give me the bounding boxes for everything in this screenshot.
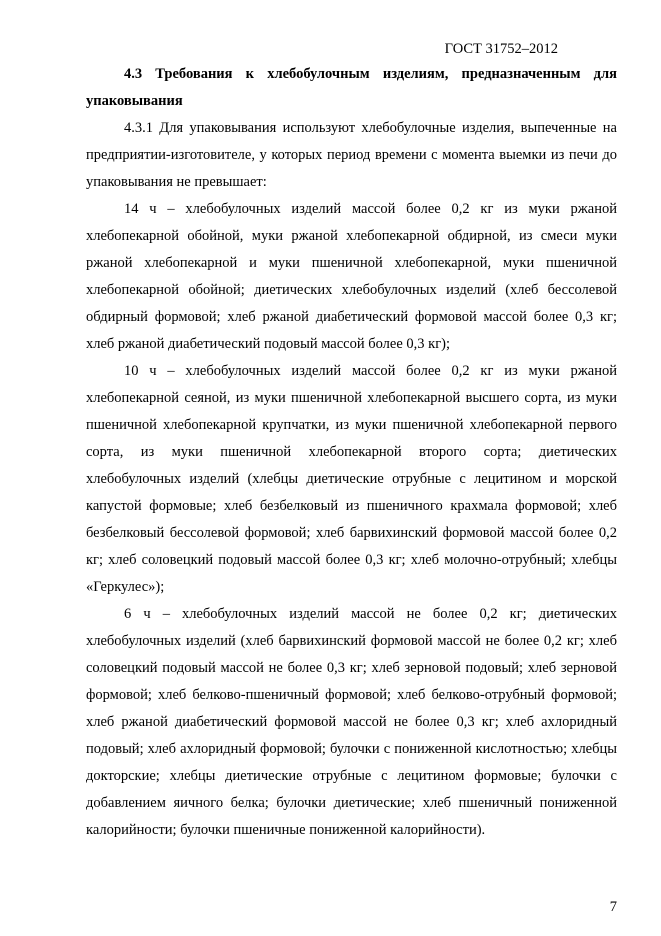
- paragraph-6h: 6 ч – хлебобулочных изделий массой не более 0,2 кг; диетических хлебобулочных изделий (хлеб барвихинский формовой массой не более 0,2 кг; хлеб соловецкий подовый массой не более 0,3 кг; хлеб зерновой подовый; хлеб зерновой формовой; хлеб белково-пшеничный формовой; хлеб белково-отрубный формовой; хлеб ржаной диабетический формовой массой не более 0,3 кг; хлеб ахлоридный подовый; хлеб ахлоридный формовой; булочки с пониженной кислотностью; хлебцы докторские; хлебцы диетические отрубные с лецитином формовые; булочки с добавлением яичного белка; булочки диетические; хлеб пшеничный пониженной калорийности; булочки пшеничные пониженной калорийности).: [86, 606, 617, 838]
- section-heading: 4.3 Требования к хлебобулочным изделиям, предназначенным для упаковывания: [86, 66, 617, 109]
- document-body: [86, 61, 617, 844]
- paragraph-4-3-1: 4.3.1 Для упаковывания используют хлебобулочные изделия, выпеченные на предприятии-изготовителе, у которых период времени с момента выемки из печи до упаковывания не превышает:: [86, 120, 617, 190]
- document-code: ГОСТ 31752–2012: [444, 41, 558, 57]
- paragraph-14h: 14 ч – хлебобулочных изделий массой более 0,2 кг из муки ржаной хлебопекарной обойной, муки ржаной хлебопекарной обдирной, из смеси муки ржаной хлебопекарной и муки пшеничной хлебопекарной, муки пшеничной хлебопекарной обойной; диетических хлебобулочных изделий (хлеб бессолевой обдирный формовой; хлеб ржаной диабетический формовой массой более 0,3 кг; хлеб ржаной диабетический подовый массой более 0,3 кг);: [86, 201, 617, 352]
- paragraph-10h: 10 ч – хлебобулочных изделий массой более 0,2 кг из муки ржаной хлебопекарной сеяной, из муки пшеничной хлебопекарной высшего сорта, из муки пшеничной хлебопекарной крупчатки, из муки пшеничной хлебопекарной первого сорта, из муки пшеничной хлебопекарной второго сорта; диетических хлебобулочных изделий (хлебцы диетические отрубные с лецитином и морской капустой формовые; хлеб безбелковый из пшеничного крахмала формовой; хлеб безбелковый бессолевой формовой; хлеб барвихинский формовой массой более 0,2 кг; хлеб соловецкий подовый массой более 0,3 кг; хлеб молочно-отрубный; хлебцы «Геркулес»);: [86, 363, 617, 595]
- page-number: 7: [609, 899, 617, 915]
